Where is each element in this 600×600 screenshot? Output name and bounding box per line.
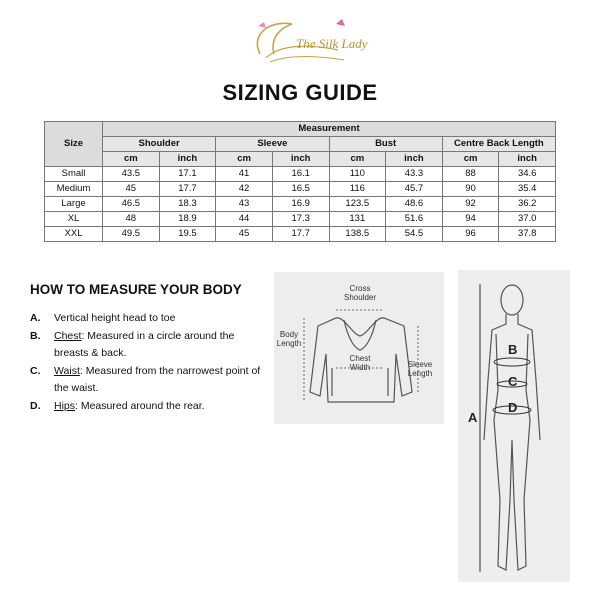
howto-heading: HOW TO MEASURE YOUR BODY — [30, 282, 242, 297]
table-cell: 54.5 — [386, 227, 443, 242]
step-text: Vertical height head to toe — [54, 312, 176, 324]
table-cell: 17.1 — [159, 167, 216, 182]
step-letter: A. — [30, 312, 41, 324]
table-cell: 19.5 — [159, 227, 216, 242]
table-cell: 17.3 — [272, 212, 329, 227]
measure-steps — [30, 310, 270, 416]
logo-text: The Silk Lady — [296, 36, 368, 51]
size-label: XXL — [45, 227, 103, 242]
step-text: : Measured from the narrowest point of the waist. — [54, 365, 261, 394]
unit-header: cm — [103, 152, 160, 167]
table-cell: 43 — [216, 197, 273, 212]
sleeve-length-label: Sleeve Length — [407, 360, 433, 378]
list-item — [30, 310, 270, 327]
table-cell: 16.5 — [272, 182, 329, 197]
table-cell: 45 — [103, 182, 160, 197]
table-cell: 16.1 — [272, 167, 329, 182]
step-text: : Measured in a circle around the breasts & back. — [54, 330, 235, 359]
table-cell: 44 — [216, 212, 273, 227]
size-label: Small — [45, 167, 103, 182]
table-cell: 94 — [442, 212, 499, 227]
table-cell: 42 — [216, 182, 273, 197]
group-header-centre-back-length: Centre Back Length — [442, 137, 555, 152]
step-term: Hips — [54, 400, 76, 412]
body-sketch — [458, 270, 570, 582]
table-cell: 46.5 — [103, 197, 160, 212]
table-cell: 45.7 — [386, 182, 443, 197]
step-letter: B. — [30, 330, 41, 342]
list-item — [30, 398, 270, 415]
step-text: : Measured around the rear. — [75, 400, 205, 412]
sizing-table — [44, 121, 556, 242]
table-cell: 110 — [329, 167, 386, 182]
table-cell: 34.6 — [499, 167, 556, 182]
table-cell: 43.3 — [386, 167, 443, 182]
table-cell: 116 — [329, 182, 386, 197]
unit-header: cm — [216, 152, 273, 167]
table-cell: 17.7 — [272, 227, 329, 242]
body-letter-a: A — [468, 410, 478, 425]
table-cell: 96 — [442, 227, 499, 242]
table-cell: 17.7 — [159, 182, 216, 197]
chest-width-label: Chest Width — [349, 354, 371, 372]
table-cell: 138.5 — [329, 227, 386, 242]
table-cell: 88 — [442, 167, 499, 182]
body-diagram — [458, 270, 570, 582]
table-cell: 35.4 — [499, 182, 556, 197]
unit-header: inch — [272, 152, 329, 167]
table-cell: 45 — [216, 227, 273, 242]
unit-header: inch — [159, 152, 216, 167]
size-label: XL — [45, 212, 103, 227]
body-letter-d: D — [508, 400, 518, 415]
list-item — [30, 328, 270, 362]
table-cell: 36.2 — [499, 197, 556, 212]
table-cell: 51.6 — [386, 212, 443, 227]
group-header-bust: Bust — [329, 137, 442, 152]
table-cell: 37.8 — [499, 227, 556, 242]
unit-header: cm — [442, 152, 499, 167]
step-letter: C. — [30, 365, 41, 377]
page-title: SIZING GUIDE — [222, 80, 378, 105]
step-term: Chest — [54, 330, 82, 342]
table-cell: 131 — [329, 212, 386, 227]
table-row — [45, 197, 556, 212]
table-cell: 123.5 — [329, 197, 386, 212]
body-length-label: Body Length — [276, 330, 302, 348]
table-cell: 41 — [216, 167, 273, 182]
table-cell: 18.3 — [159, 197, 216, 212]
table-cell: 49.5 — [103, 227, 160, 242]
size-column-header: Size — [45, 122, 103, 167]
unit-header: inch — [386, 152, 443, 167]
table-cell: 37.0 — [499, 212, 556, 227]
unit-header: inch — [499, 152, 556, 167]
measurement-header: Measurement — [103, 122, 556, 137]
cross-shoulder-label: Cross Shoulder — [343, 284, 377, 302]
table-cell: 92 — [442, 197, 499, 212]
unit-header: cm — [329, 152, 386, 167]
step-letter: D. — [30, 400, 41, 412]
group-header-shoulder: Shoulder — [103, 137, 216, 152]
group-header-sleeve: Sleeve — [216, 137, 329, 152]
table-cell: 43.5 — [103, 167, 160, 182]
table-row — [45, 167, 556, 182]
table-cell: 16.9 — [272, 197, 329, 212]
table-row — [45, 182, 556, 197]
body-letter-b: B — [508, 342, 518, 357]
step-term: Waist — [54, 365, 80, 377]
table-cell: 90 — [442, 182, 499, 197]
size-label: Large — [45, 197, 103, 212]
garment-diagram — [274, 272, 444, 424]
table-cell: 18.9 — [159, 212, 216, 227]
table-cell: 48.6 — [386, 197, 443, 212]
brand-logo — [240, 14, 368, 70]
list-item — [30, 363, 270, 397]
table-row — [45, 212, 556, 227]
size-label: Medium — [45, 182, 103, 197]
table-cell: 48 — [103, 212, 160, 227]
body-letter-c: C — [508, 374, 518, 389]
table-row — [45, 227, 556, 242]
